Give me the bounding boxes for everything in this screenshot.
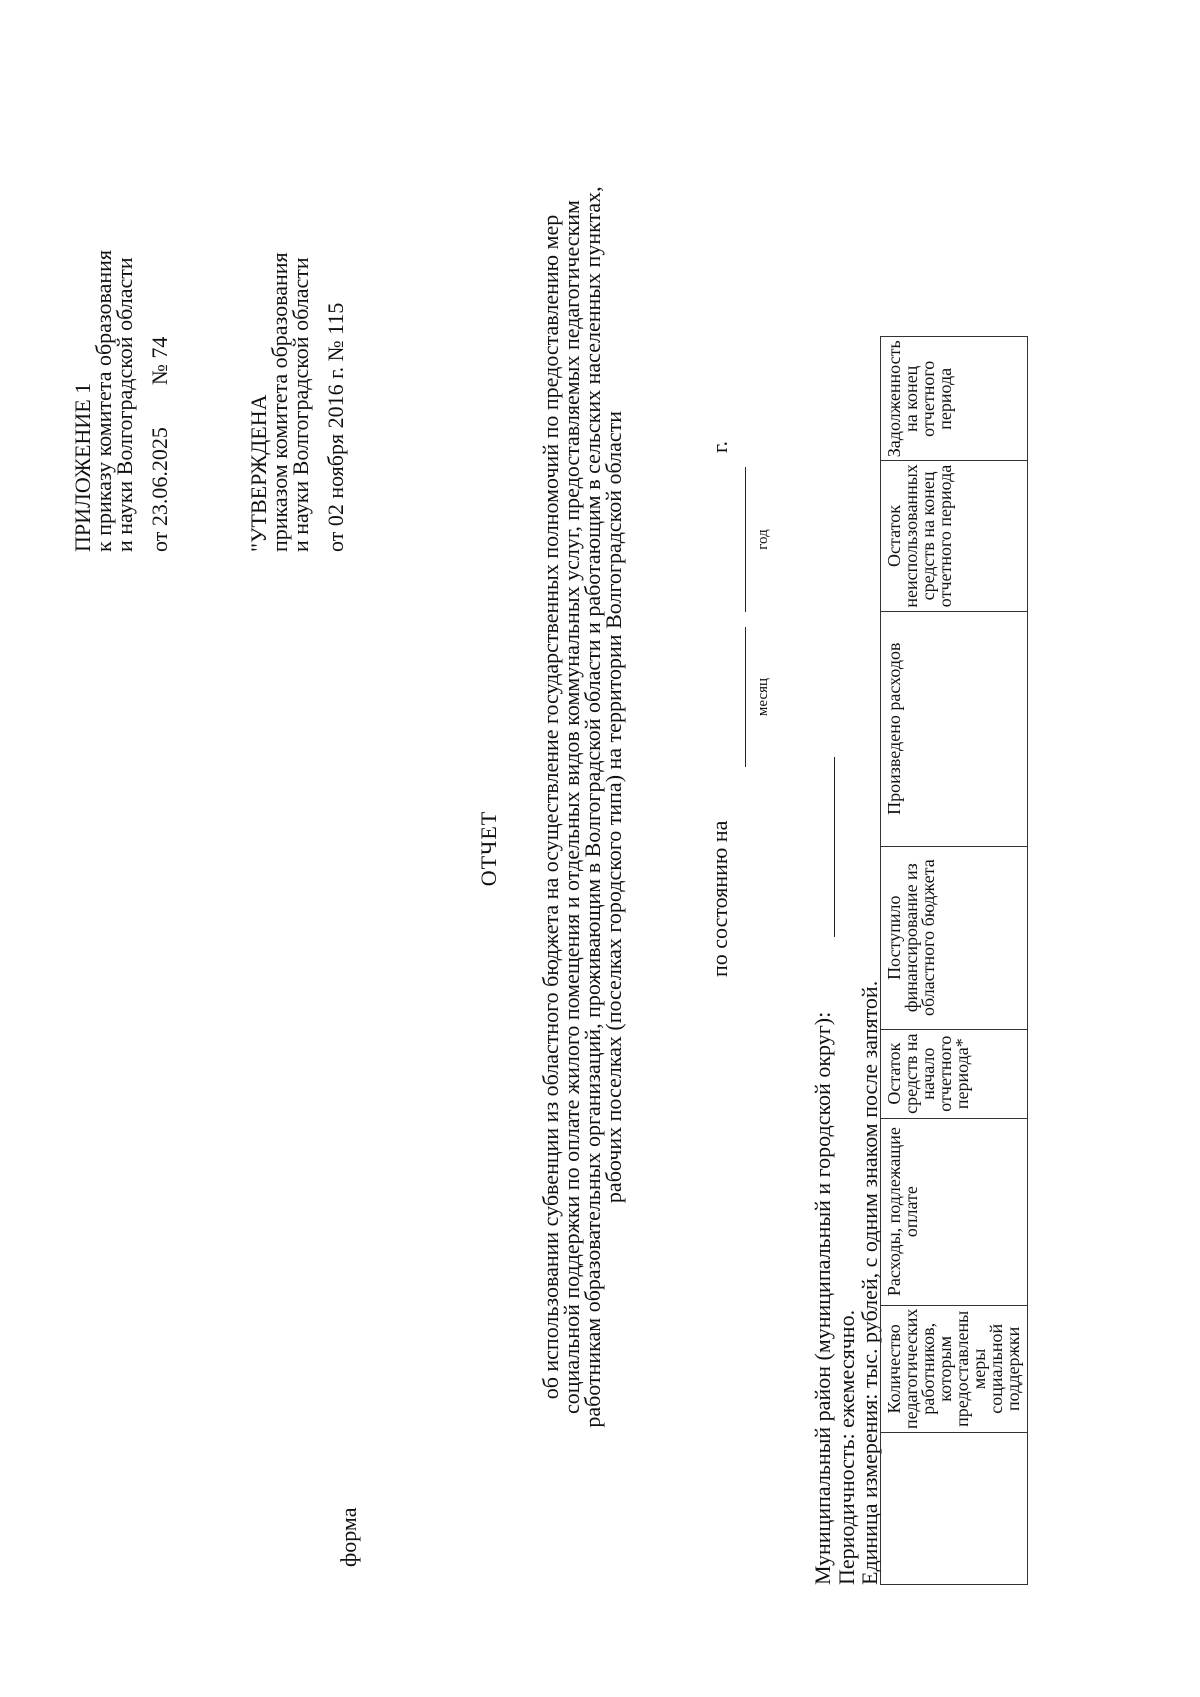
column-header-funding-received: Поступило финансирование из областного бюджета [881,846,1028,1029]
periodicity-label: Периодичность: ежемесячно. [834,1309,859,1585]
description-line: рабочих поселках (поселках городского типа) на территории Волгоградской области [601,410,626,1204]
year-caption: год [755,529,771,550]
table-header-row [881,337,1028,1585]
column-header-expenses-due: Расходы, подлежащие оплате [881,1118,1028,1305]
column-header-name [881,1433,1028,1585]
description-line: социальной поддержки по оплате жилого помещения и отдельных видов коммунальных услуг, предоставляемых педагогическим [559,200,584,1414]
as-of-label: по состоянию на [707,820,732,977]
month-caption: месяц [755,677,771,717]
column-header-opening-balance: Остаток средств на начало отчетного периода* [881,1029,1028,1118]
column-header-debt: Задолженность на конец отчетного периода [881,337,1028,461]
column-header-workers-count: Количество педагогических работников, которым предоставлены меры социальной поддержки [881,1305,1028,1432]
unit-label: Единица измерения: тыс. рублей, с одним знаком после запятой. [857,980,882,1585]
approved-date: от 02 ноября 2016 г. № 115 [323,302,348,552]
year-suffix: г. [707,440,732,453]
year-blank-line [745,467,746,612]
column-header-closing-balance: Остаток неиспользованных средств на конец отчетного периода [881,461,1028,611]
order-number: № 74 [147,336,172,386]
description-line: об использовании субвенции из областного бюджета на осуществление государственных полномочий по предоставлению мер [538,214,563,1400]
order-date: от 23.06.2025 [147,427,172,552]
order-date-row [149,250,170,552]
district-label: Муниципальный район (муниципальный и городской округ): [810,1011,835,1585]
column-header-expenses-made: Произведено расходов [881,611,1028,846]
approved-title: "УТВЕРЖДЕНА [246,394,271,552]
appendix-line-3: и науки Волгоградской области [112,257,137,552]
appendix-title: ПРИЛОЖЕНИЕ 1 [70,382,95,552]
report-title: ОТЧЕТ [476,810,501,887]
approved-line-3: и науки Волгоградской области [288,257,313,552]
appendix-line-2: к приказу комитета образования [91,249,116,552]
district-blank-line [834,757,835,937]
description-line: работникам образовательных организаций, проживающим в Волгоградской области и работающим в сельских населенных пунктах, [580,186,605,1428]
month-blank-line [745,627,746,767]
appendix-block [72,250,170,552]
approved-line-2: приказом комитета образования [267,252,292,552]
approval-block [248,252,346,552]
report-description [540,177,624,1437]
report-table [880,336,1028,1585]
form-label: форма [336,1507,361,1567]
